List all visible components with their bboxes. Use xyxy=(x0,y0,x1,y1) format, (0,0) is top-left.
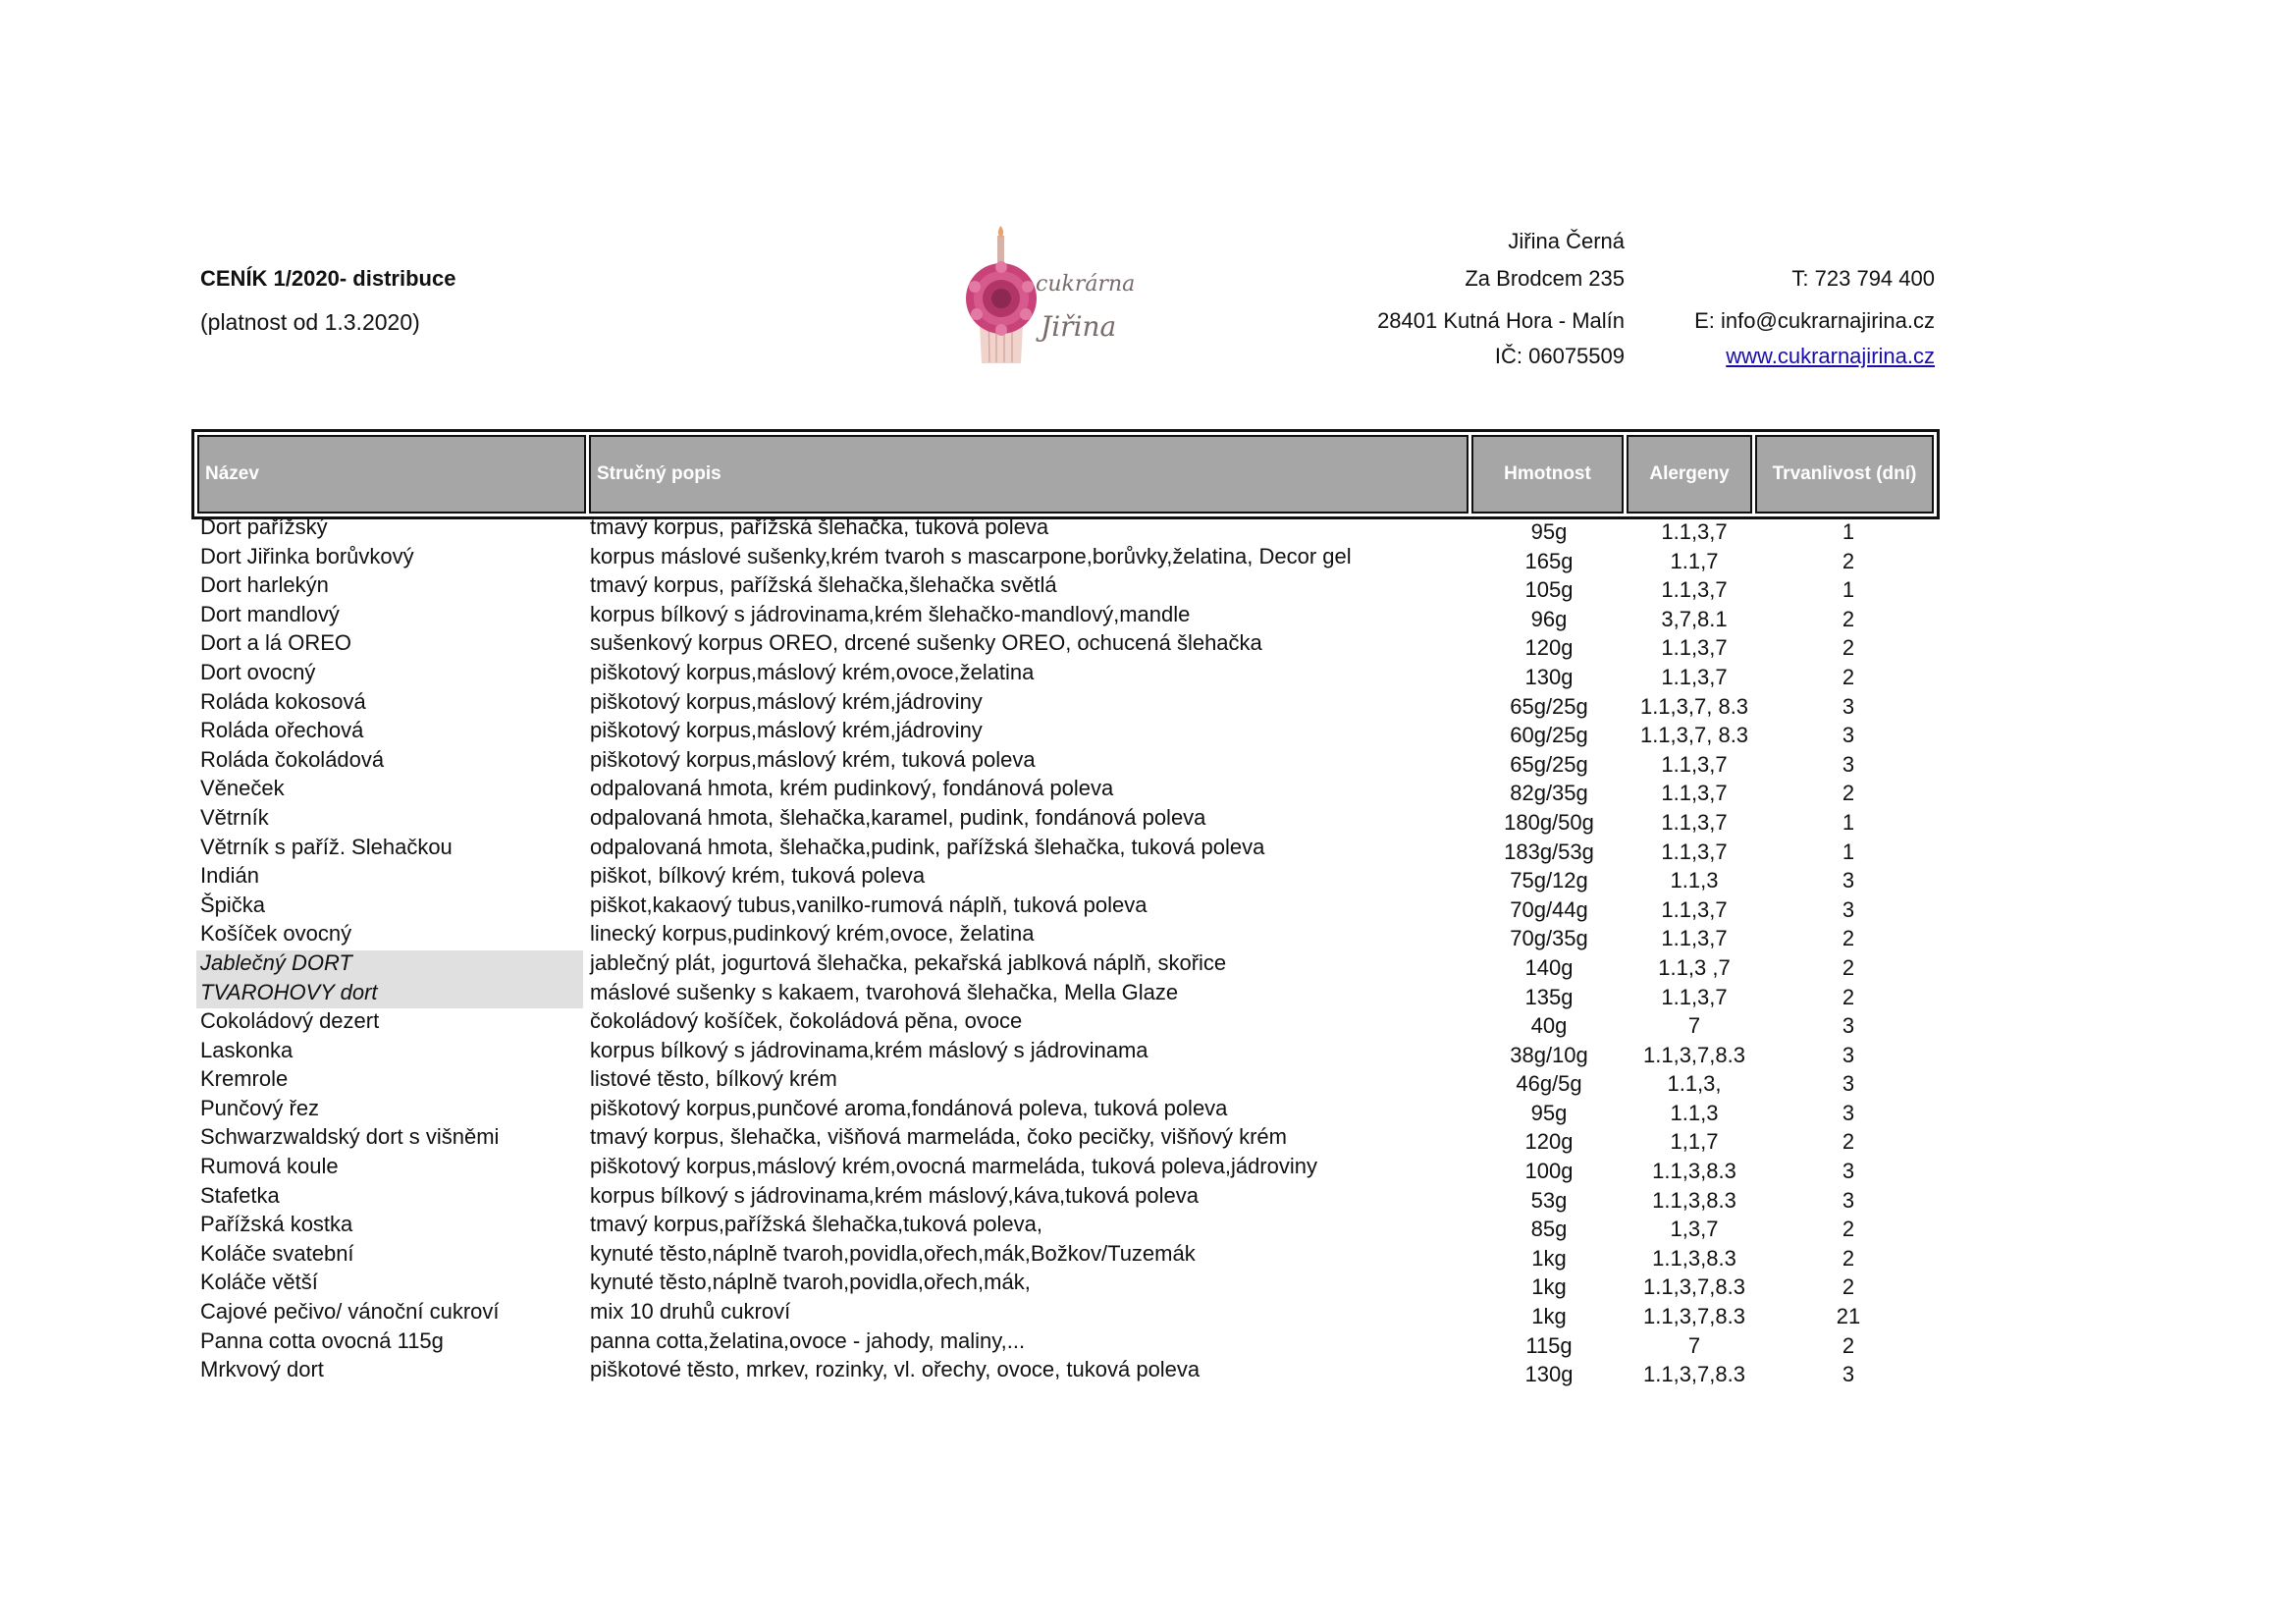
cell-allergens: 1.1,3,7,8.3 xyxy=(1643,1274,1745,1300)
cell-description: sušenkový korpus OREO, drcené sušenky OREO, ochucená šlehačka xyxy=(590,630,1262,656)
cell-name: Pařížská kostka xyxy=(200,1212,353,1237)
cell-weight: 180g/50g xyxy=(1504,809,1594,835)
cell-name: Koláče svatební xyxy=(200,1240,354,1266)
cell-weight: 165g xyxy=(1524,548,1574,573)
cell-allergens: 1.1,3 xyxy=(1670,868,1719,893)
cell-weight: 46g/5g xyxy=(1516,1071,1582,1097)
table-row xyxy=(0,863,2296,893)
cell-name: Dort ovocný xyxy=(200,659,316,684)
cell-allergens: 1,1,7 xyxy=(1670,1129,1719,1155)
table-row xyxy=(0,835,2296,864)
table-row xyxy=(0,1328,2296,1358)
table-row xyxy=(0,776,2296,805)
price-list-title: CENÍK 1/2020- distribuce xyxy=(200,266,456,291)
cell-name: Košíček ovocný xyxy=(200,921,352,947)
cell-weight: 65g/25g xyxy=(1510,751,1588,777)
table-row xyxy=(0,1241,2296,1271)
cell-description: linecký korpus,pudinkový krém,ovoce, želatina xyxy=(590,921,1035,947)
header-name: Název xyxy=(197,435,586,514)
header-description: Stručný popis xyxy=(589,435,1468,514)
cell-shelf-life: 3 xyxy=(1842,1071,1855,1097)
table-row xyxy=(0,660,2296,689)
owner-name: Jiřina Černá xyxy=(1508,229,1625,253)
cell-shelf-life: 2 xyxy=(1842,781,1855,806)
cell-allergens: 1.1,3,7, 8.3 xyxy=(1639,723,1749,748)
cell-weight: 135g xyxy=(1524,984,1574,1009)
cell-shelf-life: 1 xyxy=(1842,839,1855,864)
table-row xyxy=(0,630,2296,660)
cell-allergens: 1.1,3,7 xyxy=(1661,751,1728,777)
table-row xyxy=(0,544,2296,573)
cell-name: Roláda ořechová xyxy=(200,718,364,743)
cell-shelf-life: 2 xyxy=(1842,1217,1855,1242)
table-row xyxy=(0,1038,2296,1067)
cell-allergens: 1.1,3,8.3 xyxy=(1652,1187,1736,1213)
cell-weight: 40g xyxy=(1530,1013,1568,1039)
cell-name: Koláče větší xyxy=(200,1270,318,1295)
website-link[interactable]: www.cukrarnajirina.cz xyxy=(1726,344,1935,368)
cell-description: tmavý korpus, pařížská šlehačka,šlehačka světlá xyxy=(590,572,1057,598)
table-row xyxy=(0,1066,2296,1096)
header-allergens: Alergeny xyxy=(1627,435,1752,514)
cell-weight: 53g xyxy=(1530,1187,1568,1213)
cell-weight: 60g/25g xyxy=(1510,723,1588,748)
cell-description: korpus bílkový s jádrovinama,krém máslový s jádrovinama xyxy=(590,1037,1148,1062)
cell-description: jablečný plát, jogurtová šlehačka, pekařská jablková náplň, skořice xyxy=(590,949,1227,975)
cell-allergens: 1.1,3,8.3 xyxy=(1652,1159,1736,1184)
cell-weight: 70g/44g xyxy=(1510,896,1588,922)
table-row xyxy=(0,805,2296,835)
cell-weight: 95g xyxy=(1530,1100,1568,1125)
cell-allergens: 1,3,7 xyxy=(1670,1217,1719,1242)
cell-description: piškotový korpus,máslový krém,jádroviny xyxy=(590,688,983,714)
cell-description: korpus máslové sušenky,krém tvaroh s mascarpone,borůvky,želatina, Decor gel xyxy=(590,543,1352,568)
cell-shelf-life: 3 xyxy=(1842,1187,1855,1213)
cell-allergens: 1.1,3,7 xyxy=(1661,896,1728,922)
email-address: E: info@cukrarnajirina.cz xyxy=(1694,308,1935,333)
table-row xyxy=(0,921,2296,950)
cell-allergens: 7 xyxy=(1687,1332,1701,1358)
cell-name: Roláda čokoládová xyxy=(200,746,385,772)
cell-description: tmavý korpus, šlehačka, višňová marmeláda, čoko pecičky, višňový krém xyxy=(590,1124,1287,1150)
cell-name: Punčový řez xyxy=(200,1095,320,1120)
cell-name: Indián xyxy=(200,863,259,889)
logo-text-1: cukrárna xyxy=(1036,272,1136,297)
cell-allergens: 7 xyxy=(1687,1013,1701,1039)
table-row xyxy=(0,689,2296,719)
cell-description: tmavý korpus,pařížská šlehačka,tuková poleva, xyxy=(590,1212,1043,1237)
cell-shelf-life: 3 xyxy=(1842,1100,1855,1125)
cell-weight: 38g/10g xyxy=(1510,1042,1588,1067)
cell-name: Roláda kokosová xyxy=(200,688,366,714)
cell-description: odpalovaná hmota, krém pudinkový, fondánová poleva xyxy=(590,776,1114,801)
cell-name: Jablečný DORT xyxy=(196,950,583,980)
cell-description: piškotový korpus,máslový krém,jádroviny xyxy=(590,718,983,743)
table-row xyxy=(0,1270,2296,1299)
cell-shelf-life: 2 xyxy=(1842,954,1855,980)
cell-shelf-life: 2 xyxy=(1842,635,1855,661)
cell-weight: 183g/53g xyxy=(1504,839,1594,864)
cell-shelf-life: 2 xyxy=(1842,926,1855,951)
cell-name: TVAROHOVY dort xyxy=(196,980,583,1009)
validity-text: (platnost od 1.3.2020) xyxy=(200,309,420,335)
cell-weight: 85g xyxy=(1530,1217,1568,1242)
cell-allergens: 1.1,3,7,8.3 xyxy=(1643,1042,1745,1067)
cell-weight: 130g xyxy=(1524,664,1574,689)
cell-weight: 115g xyxy=(1525,1332,1573,1358)
cell-shelf-life: 3 xyxy=(1842,751,1855,777)
cell-weight: 96g xyxy=(1530,606,1568,631)
table-row xyxy=(0,572,2296,602)
cell-name: Dort mandlový xyxy=(200,601,340,626)
cell-description: máslové sušenky s kakaem, tvarohová šlehačka, Mella Glaze xyxy=(590,979,1179,1004)
logo-text-2: Jiřina xyxy=(1041,310,1117,343)
cell-shelf-life: 3 xyxy=(1842,693,1855,719)
cell-allergens: 1.1,3,7 xyxy=(1661,635,1728,661)
cell-weight: 100g xyxy=(1524,1159,1574,1184)
cell-name: Stafetka xyxy=(200,1182,280,1208)
cell-description: piškot, bílkový krém, tuková poleva xyxy=(590,863,926,889)
cell-description: piškotové těsto, mrkev, rozinky, vl. ořechy, ovoce, tuková poleva xyxy=(590,1357,1201,1382)
cell-weight: 140g xyxy=(1524,954,1574,980)
cell-description: kynuté těsto,náplně tvaroh,povidla,ořech,mák,Božkov/Tuzemák xyxy=(590,1240,1196,1266)
cell-description: piškotový korpus,máslový krém, tuková poleva xyxy=(590,746,1036,772)
cell-description: panna cotta,želatina,ovoce - jahody, maliny,... xyxy=(590,1327,1026,1353)
cell-shelf-life: 2 xyxy=(1842,1274,1855,1300)
header-shelf-life: Trvanlivost (dní) xyxy=(1755,435,1934,514)
cell-shelf-life: 1 xyxy=(1842,519,1855,544)
cell-description: piškotový korpus,máslový krém,ovoce,želatina xyxy=(590,659,1035,684)
cell-shelf-life: 1 xyxy=(1842,577,1855,603)
cell-allergens: 1.1,3, xyxy=(1667,1071,1722,1097)
cell-allergens: 1.1,3,7,8.3 xyxy=(1643,1304,1745,1329)
cell-allergens: 1.1,3,8.3 xyxy=(1652,1245,1736,1271)
cell-allergens: 1.1,3,7 xyxy=(1661,984,1728,1009)
cell-shelf-life: 2 xyxy=(1842,606,1855,631)
cell-weight: 120g xyxy=(1524,1129,1574,1155)
cell-name: Dort Jiřinka borůvkový xyxy=(200,543,414,568)
cell-name: Laskonka xyxy=(200,1037,294,1062)
table-row xyxy=(0,1124,2296,1154)
cell-weight: 95g xyxy=(1530,519,1568,544)
street-address: Za Brodcem 235 xyxy=(1465,266,1625,291)
cell-allergens: 1.1,3,7 xyxy=(1661,519,1728,544)
cell-description: piškotový korpus,punčové aroma,fondánová poleva, tuková poleva xyxy=(590,1095,1228,1120)
cell-weight: 65g/25g xyxy=(1510,693,1588,719)
cell-description: korpus bílkový s jádrovinama,krém máslový,káva,tuková poleva xyxy=(590,1182,1199,1208)
cell-name: Věneček xyxy=(200,776,285,801)
cell-allergens: 1.1,3 xyxy=(1670,1100,1719,1125)
city-address: 28401 Kutná Hora - Malín xyxy=(1377,308,1625,333)
table-row xyxy=(0,1008,2296,1038)
table-header xyxy=(191,429,1940,519)
table-row xyxy=(0,747,2296,777)
logo-icon xyxy=(957,226,1153,368)
table-row xyxy=(0,718,2296,747)
cell-allergens: 1.1,3,7 xyxy=(1661,926,1728,951)
cell-allergens: 1.1,3 ,7 xyxy=(1658,954,1731,980)
table-row xyxy=(0,1357,2296,1386)
header-weight: Hmotnost xyxy=(1471,435,1624,514)
cell-description: kynuté těsto,náplně tvaroh,povidla,ořech,mák, xyxy=(590,1270,1031,1295)
cell-name: Větrník s paříž. Slehačkou xyxy=(200,834,453,859)
cell-shelf-life: 21 xyxy=(1836,1304,1861,1329)
cell-allergens: 1.1,3,7,8.3 xyxy=(1643,1362,1745,1387)
cell-description: korpus bílkový s jádrovinama,krém šlehačko-mandlový,mandle xyxy=(590,601,1191,626)
cell-weight: 105g xyxy=(1524,577,1574,603)
cell-allergens: 1.1,3,7 xyxy=(1661,664,1728,689)
cell-weight: 1kg xyxy=(1531,1304,1567,1329)
table-row xyxy=(0,950,2296,980)
cell-name: Panna cotta ovocná 115g xyxy=(200,1327,444,1353)
cell-name: Cokoládový dezert xyxy=(200,1008,380,1034)
cell-shelf-life: 3 xyxy=(1842,1362,1855,1387)
cell-shelf-life: 2 xyxy=(1842,664,1855,689)
cell-weight: 1kg xyxy=(1531,1274,1567,1300)
cell-name: Rumová koule xyxy=(200,1154,339,1179)
cell-shelf-life: 2 xyxy=(1842,548,1855,573)
cell-description: piškot,kakaový tubus,vanilko-rumová náplň, tuková poleva xyxy=(590,892,1148,917)
cell-shelf-life: 3 xyxy=(1842,1042,1855,1067)
cell-description: čokoládový košíček, čokoládová pěna, ovoce xyxy=(590,1008,1023,1034)
cell-description: odpalovaná hmota, šlehačka,pudink, pařížská šlehačka, tuková poleva xyxy=(590,834,1265,859)
cell-shelf-life: 3 xyxy=(1842,868,1855,893)
cell-weight: 82g/35g xyxy=(1510,781,1588,806)
cell-weight: 130g xyxy=(1524,1362,1574,1387)
cell-allergens: 3,7,8.1 xyxy=(1661,606,1728,631)
cell-name: Mrkvový dort xyxy=(200,1357,324,1382)
cell-weight: 120g xyxy=(1524,635,1574,661)
cell-shelf-life: 2 xyxy=(1842,1129,1855,1155)
cell-name: Kremrole xyxy=(200,1066,289,1092)
cell-name: Špička xyxy=(200,892,266,917)
table-row xyxy=(0,1212,2296,1241)
cell-shelf-life: 3 xyxy=(1842,896,1855,922)
cell-description: tmavý korpus, pařížská šlehačka, tuková poleva xyxy=(590,514,1049,539)
cell-weight: 75g/12g xyxy=(1510,868,1588,893)
cell-description: listové těsto, bílkový krém xyxy=(590,1066,837,1092)
table-row xyxy=(0,514,2296,544)
cell-allergens: 1.1,3,7 xyxy=(1661,781,1728,806)
cell-allergens: 1.1,3,7 xyxy=(1661,577,1728,603)
cell-description: odpalovaná hmota, šlehačka,karamel, pudink, fondánová poleva xyxy=(590,804,1206,830)
phone-number: T: 723 794 400 xyxy=(1791,266,1935,291)
cell-weight: 70g/35g xyxy=(1510,926,1588,951)
cell-allergens: 1.1,7 xyxy=(1670,548,1719,573)
table-row xyxy=(0,602,2296,631)
company-id: IČ: 06075509 xyxy=(1494,344,1625,368)
cell-name: Schwarzwaldský dort s višněmi xyxy=(200,1124,500,1150)
table-row xyxy=(0,980,2296,1009)
cell-allergens: 1.1,3,7 xyxy=(1661,839,1728,864)
cell-allergens: 1.1,3,7 xyxy=(1661,809,1728,835)
cell-name: Dort pařížský xyxy=(200,514,328,539)
cell-shelf-life: 3 xyxy=(1842,723,1855,748)
cell-name: Dort a lá OREO xyxy=(200,630,352,656)
table-row xyxy=(0,893,2296,922)
cell-description: piškotový korpus,máslový krém,ovocná marmeláda, tuková poleva,jádroviny xyxy=(590,1154,1317,1179)
table-body xyxy=(0,514,2296,1386)
cell-description: mix 10 druhů cukroví xyxy=(590,1299,791,1325)
cell-shelf-life: 2 xyxy=(1842,1332,1855,1358)
cell-name: Větrník xyxy=(200,804,269,830)
table-row xyxy=(0,1299,2296,1328)
cell-shelf-life: 2 xyxy=(1842,984,1855,1009)
table-row xyxy=(0,1096,2296,1125)
table-row xyxy=(0,1183,2296,1213)
cell-shelf-life: 1 xyxy=(1842,809,1855,835)
cell-name: Dort harlekýn xyxy=(200,572,329,598)
cell-allergens: 1.1,3,7, 8.3 xyxy=(1639,693,1749,719)
cell-name: Cajové pečivo/ vánoční cukroví xyxy=(200,1299,500,1325)
cell-weight: 1kg xyxy=(1531,1245,1567,1271)
cell-shelf-life: 2 xyxy=(1842,1245,1855,1271)
cell-shelf-life: 3 xyxy=(1842,1013,1855,1039)
cell-shelf-life: 3 xyxy=(1842,1159,1855,1184)
table-row xyxy=(0,1154,2296,1183)
